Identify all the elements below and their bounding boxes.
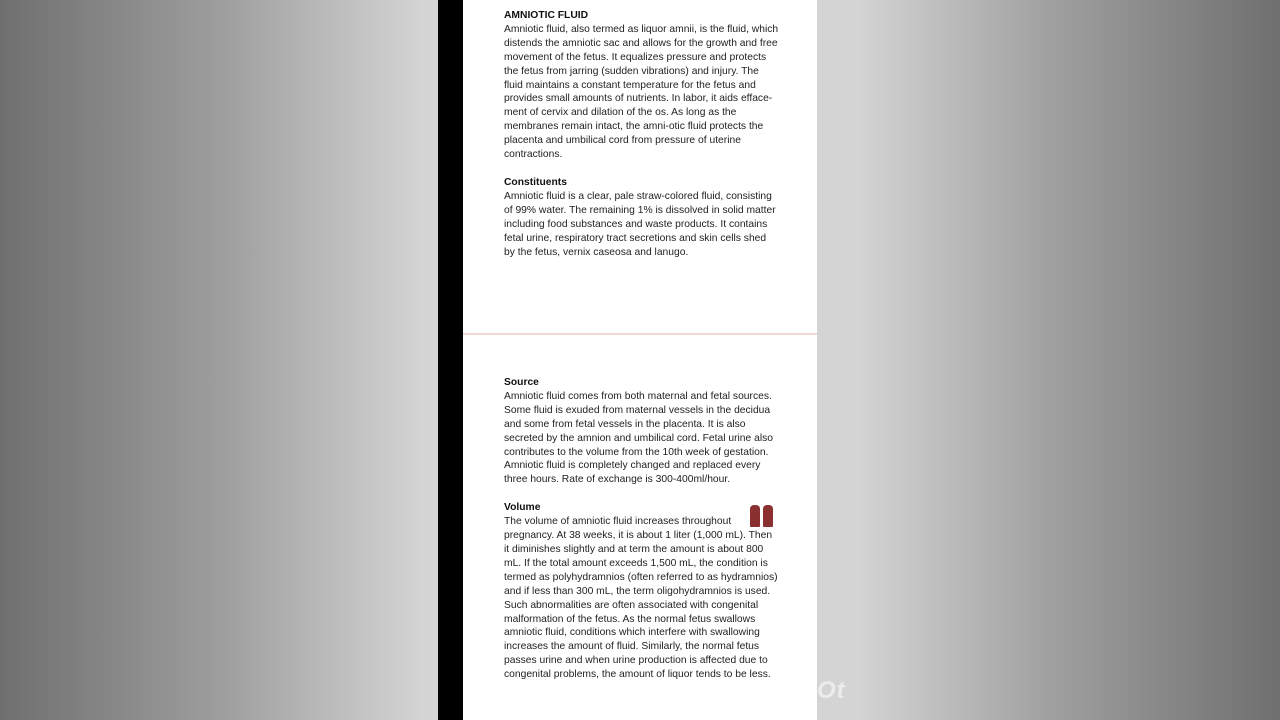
document-page-2 [463, 335, 846, 720]
pause-bar-right [763, 505, 773, 527]
document-page-1 [463, 0, 817, 333]
paragraph-volume: The volume of amniotic fluid increases throughout pregnancy. At 38 weeks, it is about 1 liter (1,000 mL). Then it diminishes slightly and at term the amount is about 800 mL. If the total amount exceeds 1,500 mL, the condition is termed as polyhydramnios (often referred to as hydramnios) and if less than 300 mL, the term oligohydramnios is used. Such abnormalities are often associated with congenital malformation of the fetus. As the normal fetus swallows amniotic fluid, conditions which interfere with swallowing increases the amount of fluid. Similarly, the normal fetus passes urine and when urine production is affected due to congenital problems, the amount of liquor tends to be less. [504, 516, 778, 681]
paragraph-amniotic-fluid-intro: Amniotic fluid, also termed as liquor amnii, is the fluid, which distends the amniotic sac and allows for the growth and free movement of the fetus. It equalizes pressure and protects the fetus from jarring (sudden vibrations) and injury. The fluid maintains a constant temperature for the fetus and provides small amounts of nutrients. In labor, it aids efface-ment of cervix and dilation of the os. As long as the membranes remain intact, the amni-otic fluid protects the placenta and umbilical cord from pressure of uterine contractions. [504, 23, 779, 161]
watermark: InShOt [761, 677, 846, 704]
pause-bar-left [750, 505, 760, 527]
paragraph-source-2: Amniotic fluid is completely changed and replaced every three hours. Rate of exchange is 300-400ml/hour. [504, 460, 761, 486]
video-frame[interactable] [438, 0, 846, 720]
page-2-content [504, 376, 779, 682]
heading-volume: Volume [504, 502, 541, 514]
paragraph-constituents: Amniotic fluid is a clear, pale straw-colored fluid, consisting of 99% water. The remaining 1% is dissolved in solid matter including food substances and waste products. It contains fetal urine, respiratory tract secretions and skin cells shed by the fetus, vernix caseosa and lanugo. [504, 190, 776, 258]
heading-source: Source [504, 377, 539, 388]
pause-icon[interactable] [750, 505, 774, 527]
page-1-content [504, 9, 779, 259]
heading-constituents: Constituents [504, 176, 567, 188]
heading-amniotic-fluid: AMNIOTIC FLUID [504, 10, 589, 21]
paragraph-source-1: Amniotic fluid comes from both maternal and fetal sources. Some fluid is exuded from maternal vessels in the decidua and some from fetal vessels in the placenta. It is also secreted by the amnion and umbilical cord. Fetal urine also contributes to the volume from the 10th week of gestation. [504, 390, 774, 458]
